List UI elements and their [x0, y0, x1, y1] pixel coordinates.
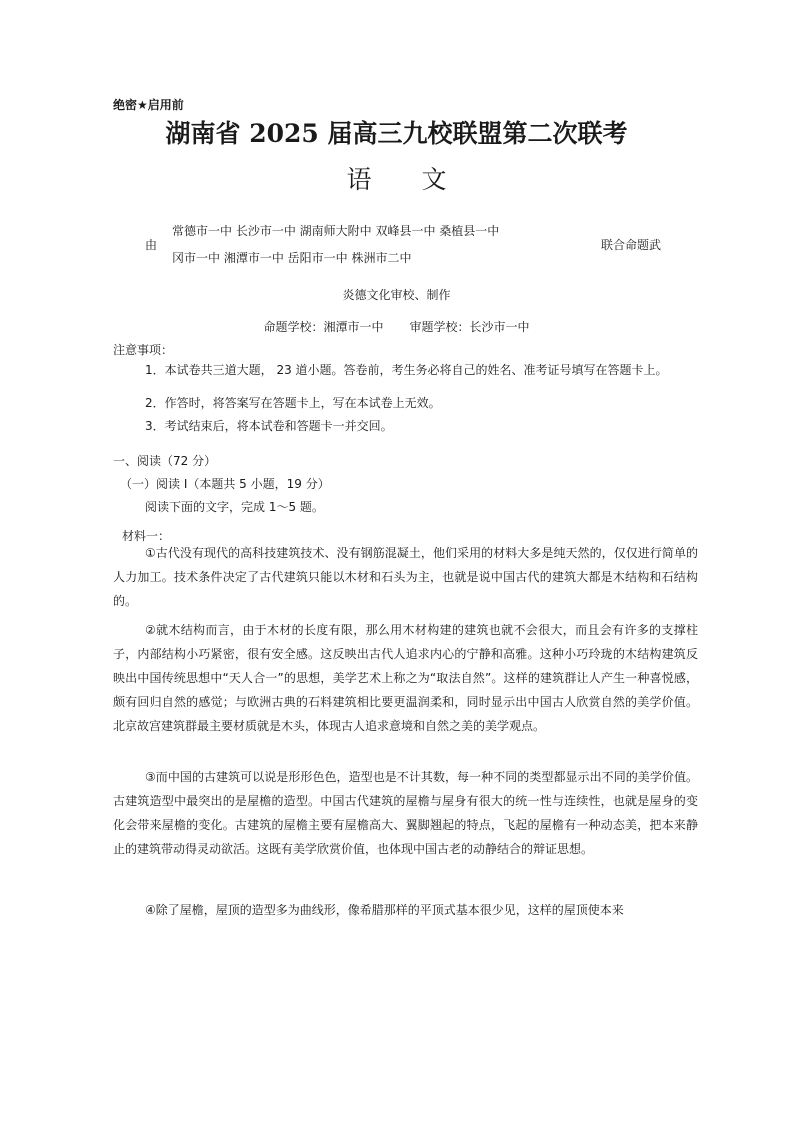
- confidential-label: 绝密★启用前: [113, 98, 184, 112]
- subject-char-2: 文: [421, 165, 447, 194]
- section-title: 一、阅读（72 分）: [113, 454, 217, 468]
- paragraph-3: ③而中国的古建筑可以说是形形色色，造型也是不计其数，每一种不同的类型都显示出不同的美学价值。古建筑造型中最突出的是屋檐的造型。中国古代建筑的屋檐与屋身有很大的统一性与连续性，也就是屋身的变化会带来屋檐的变化。古建筑的屋檐主要有屋檐高大、翼脚翘起的特点，飞起的屋檐有一种动态美，把本来静止的建筑带动得灵动欲活。这既有美学欣赏价值，也体现中国古老的动静结合的辩证思想。: [113, 770, 698, 856]
- reading-instruction: 阅读下面的文字，完成 1～5 题。: [145, 500, 324, 514]
- proposer-school: 命题学校：湘潭市一中: [263, 320, 384, 334]
- paragraph-2: ②就木结构而言，由于木材的长度有限，那么用木材构建的建筑也就不会很大，而且会有许多的支撑柱子，内部结构小巧紧密，很有安全感。这反映出古代人追求内心的宁静和高雅。这种小巧玲珑的木结构建筑反映出中国传统思想中“天人合一”的思想，美学艺术上称之为“取法自然”。这样的建筑群让人产生一种喜悦感，颇有回归自然的感觉；与欧洲古典的石料建筑相比要更温润柔和，同时显示出中国古人欣赏自然的美学价值。北京故宫建筑群最主要材质就是木头，体现古人追求意境和自然之美的美学观点。: [113, 623, 698, 733]
- exam-title: 湖南省 2025 届高三九校联盟第二次联考: [165, 119, 628, 148]
- reviewer-school: 审题学校：长沙市一中: [409, 320, 530, 334]
- notice-item-1: 1．本试卷共三道大题， 23 道小题。答卷前，考生务必将自己的姓名、准考证号填写在答题卡上。: [145, 363, 668, 377]
- notice-item-3: 3．考试结束后，将本试卷和答题卡一并交回。: [145, 419, 393, 433]
- subsection-title: （一）阅读 I（本题共 5 小题，19 分）: [120, 477, 330, 491]
- publisher-line: 炎德文化审校、制作: [342, 288, 451, 302]
- notice-item-2: 2．作答时，将答案写在答题卡上，写在本试卷上无效。: [145, 396, 441, 410]
- proposer-reviewer-line: [0, 318, 793, 335]
- notice-heading: 注意事项：: [113, 343, 174, 357]
- subject-char-1: 语: [346, 165, 372, 194]
- organizer-suffix: 联合命题武: [601, 238, 662, 252]
- organizer-prefix: 由: [145, 238, 158, 252]
- material-label: 材料一：: [122, 529, 171, 543]
- organizer-schools-line-2: 冈市一中 湘潭市一中 岳阳市一中 株洲市二中: [172, 251, 412, 265]
- paragraph-4: ④除了屋檐，屋顶的造型多为曲线形，像希腊那样的平顶式基本很少见，这样的屋顶使本来: [145, 903, 624, 917]
- subject-title: [0, 160, 793, 196]
- organizer-schools-line-1: 常德市一中 长沙市一中 湖南师大附中 双峰县一中 桑植县一中: [172, 224, 500, 238]
- paragraph-1: ①古代没有现代的高科技建筑技术、没有钢筋混凝土，他们采用的材料大多是纯天然的，仅仅进行简单的人力加工。技术条件决定了古代建筑只能以木材和石头为主，也就是说中国古代的建筑大都是木结构和石结构的。: [113, 546, 698, 608]
